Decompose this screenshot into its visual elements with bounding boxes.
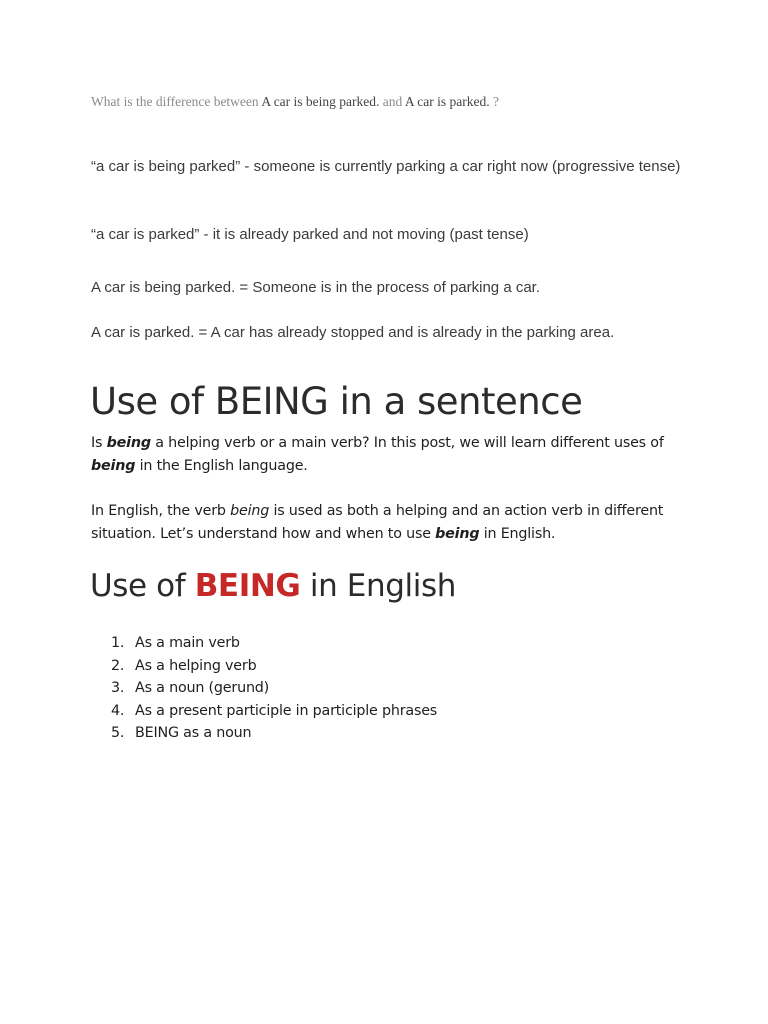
text-run: a helping verb or a main verb? In this post, we will learn different uses of [150,435,664,451]
question-middle: and [379,94,405,109]
heading-use-of-being-english [90,568,456,604]
list-item [91,677,437,700]
list-item [91,722,437,745]
text-run: In English, the verb [91,503,231,519]
emphasis-being: being [91,457,136,474]
list-number: 4. [111,702,125,719]
list-item-label: As a noun (gerund) [135,680,270,697]
question-phrase-2: A car is parked. [404,94,490,109]
list-item-label: As a helping verb [135,657,257,674]
italic-being: being [230,503,270,519]
question-suffix: ? [489,94,499,109]
text-run: in English. [479,525,556,542]
definition-parked: A car is parked. = A car has already stopped and is already in the parking area. [91,324,615,341]
uses-list [91,632,437,745]
question-prefix: What is the difference between [91,94,262,109]
text-run: is used as both a helping and an action verb in different situation. Let’s understand how and when to use [91,503,664,542]
list-item-label: As a main verb [135,635,240,651]
list-number: 2. [111,657,125,674]
usage-paragraph [91,500,691,545]
text-run: in the English language. [135,457,308,474]
question-line [91,94,499,110]
heading-suffix: in English [300,568,456,604]
text-run: Is [91,435,107,451]
explanation-past: “a car is parked” - it is already parked and not moving (past tense) [91,226,529,243]
list-item [91,655,437,678]
list-number: 5. [111,725,125,742]
heading-prefix: Use of [90,568,195,604]
list-number: 1. [111,635,125,651]
question-phrase-1: A car is being parked. [261,94,380,109]
list-item-label: BEING as a noun [135,725,252,742]
emphasis-being: being [435,525,480,542]
list-number: 3. [111,680,125,697]
definition-being-parked: A car is being parked. = Someone is in the process of parking a car. [91,279,541,296]
explanation-progressive: “a car is being parked” - someone is currently parking a car right now (progressive tense) [91,158,681,175]
intro-paragraph [91,432,691,477]
heading-accent-being: BEING [194,568,301,604]
emphasis-being: being [106,435,151,451]
list-item [91,700,437,723]
list-item [91,632,437,655]
heading-use-of-being-sentence: Use of BEING in a sentence [90,380,583,423]
list-item-label: As a present participle in participle phrases [135,702,438,719]
